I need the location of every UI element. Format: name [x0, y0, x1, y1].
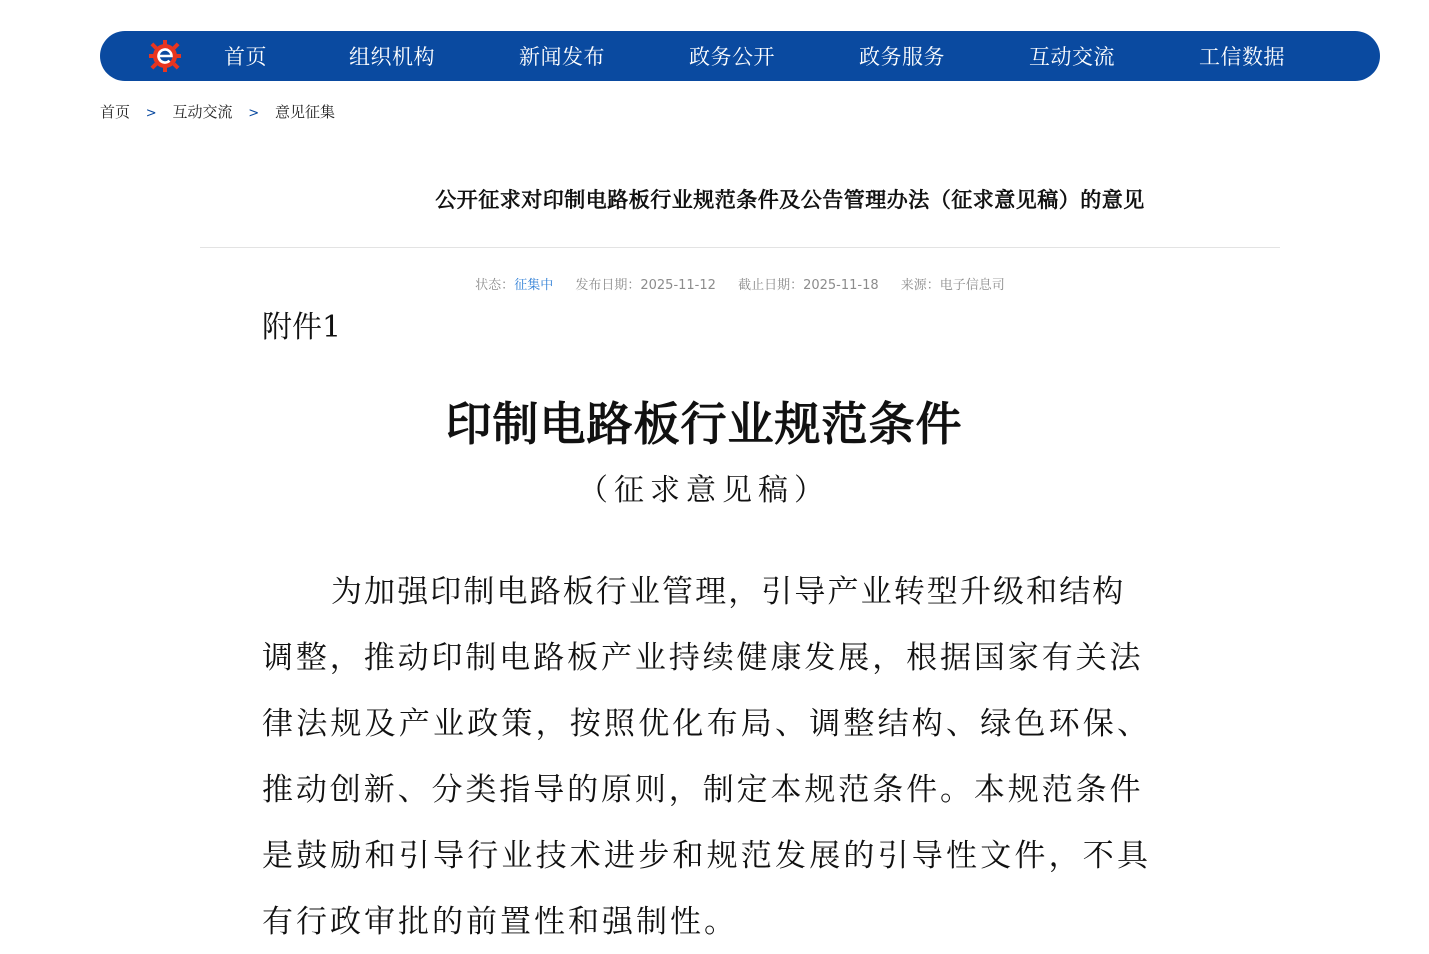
meta-deadline-label: 截止日期： — [738, 278, 804, 293]
nav-item-news[interactable]: 新闻发布 — [519, 45, 605, 69]
meta-status-label: 状态： — [475, 278, 515, 293]
paragraph-line: 为加强印制电路板行业管理，引导产业转型升级和结构 — [331, 574, 1126, 610]
nav-item-data[interactable]: 工信数据 — [1199, 45, 1285, 69]
meta-source — [901, 274, 1005, 293]
meta-publish-label: 发布日期： — [575, 278, 641, 293]
top-navigation-bar — [100, 31, 1380, 81]
page-title — [200, 184, 1280, 214]
meta-source-value: 电子信息司 — [939, 278, 1005, 293]
paragraph-line: 是鼓励和引导行业技术进步和规范发展的引导性文件，不具 — [262, 838, 1152, 874]
breadcrumb-separator: > — [248, 106, 260, 121]
meta-deadline-value: 2025-11-18 — [803, 278, 879, 293]
breadcrumb — [100, 101, 335, 123]
nav-item-organization[interactable]: 组织机构 — [349, 45, 435, 69]
paragraph-line: 推动创新、分类指导的原则，制定本规范条件。本规范条件 — [262, 772, 1144, 808]
meta-publish-value: 2025-11-12 — [640, 278, 716, 293]
document-subtitle: （征求意见稿） — [578, 473, 830, 508]
breadcrumb-home-link[interactable]: 首页 — [100, 103, 131, 121]
attachment-label: 附件1 — [262, 310, 342, 345]
site-logo-icon[interactable] — [148, 39, 182, 73]
document-title: 印制电路板行业规范条件 — [445, 397, 963, 451]
article-meta — [200, 274, 1280, 293]
breadcrumb-separator: > — [145, 106, 157, 121]
paragraph-line: 律法规及产业政策，按照优化布局、调整结构、绿色环保、 — [262, 706, 1152, 742]
meta-status — [475, 274, 553, 293]
meta-source-label: 来源： — [900, 278, 940, 293]
nav-item-home[interactable]: 首页 — [224, 45, 267, 69]
nav-item-government-services[interactable]: 政务服务 — [859, 45, 945, 69]
breadcrumb-current-page[interactable]: 意见征集 — [274, 103, 335, 121]
breadcrumb-interaction-link[interactable]: 互动交流 — [172, 103, 233, 121]
meta-publish-date — [575, 274, 716, 293]
paragraph-line: 有行政审批的前置性和强制性。 — [262, 904, 738, 940]
page-title-text: 公开征求对印制电路板行业规范条件及公告管理办法（征求意见稿）的意见 — [435, 188, 1145, 212]
title-divider — [200, 247, 1280, 248]
meta-deadline-date — [738, 274, 879, 293]
status-badge: 征集中 — [514, 278, 554, 293]
paragraph-line: 调整，推动印制电路板产业持续健康发展，根据国家有关法 — [262, 640, 1144, 676]
nav-item-government-affairs[interactable]: 政务公开 — [689, 45, 775, 69]
nav-item-interaction[interactable]: 互动交流 — [1029, 45, 1115, 69]
